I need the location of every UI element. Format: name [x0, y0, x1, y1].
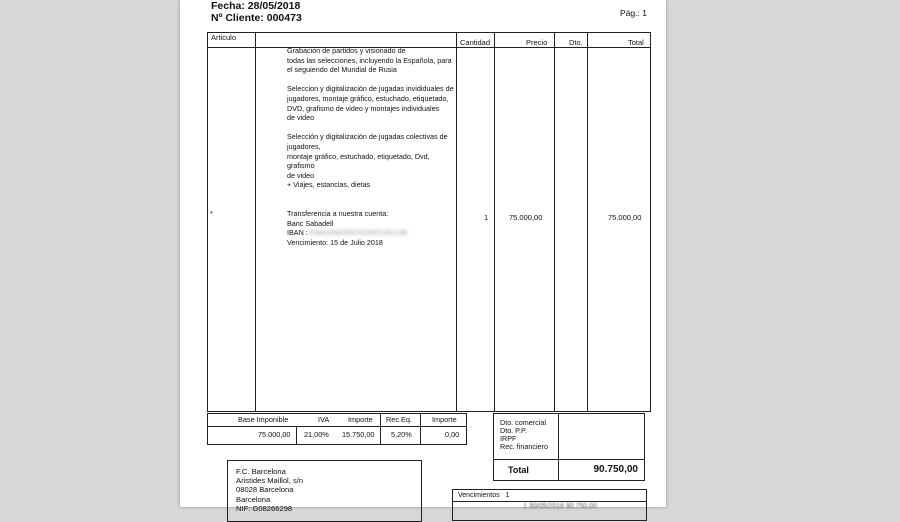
invoice-date: Fecha: 28/05/2018 [211, 0, 301, 12]
vencimientos-count: 1 [505, 492, 510, 499]
client-address [236, 467, 303, 513]
col-header-cantidad: Cantidad [460, 38, 491, 47]
description-line: Transferencia a nuestra cuenta: [287, 209, 389, 219]
tax-header-receq: Rec.Eq. [386, 415, 412, 424]
description-line: Grabación de partidos y visionado de [287, 46, 406, 55]
tax-divider [380, 414, 381, 444]
vencimientos-label: Vencimientos [458, 492, 500, 499]
column-divider [255, 33, 256, 411]
description-line: jugadores, [287, 141, 321, 151]
client-line: 08028 Barcelona [236, 485, 294, 495]
description-line: + Viajes, estancias, dietas [287, 180, 371, 190]
description-line [287, 200, 454, 210]
iban-line [287, 228, 454, 238]
description-line: DVD, grafismo de video y montajes individuales [287, 103, 440, 113]
total-label: Total [508, 465, 529, 475]
cell-precio: 75.000,00 [509, 213, 543, 222]
description-line [287, 190, 454, 200]
discount-labels [500, 419, 548, 451]
description-line: todas las selecciones, incluyendo la Española, para [287, 55, 452, 65]
discounts-box [493, 413, 645, 460]
tax-base-value: 75.000,00 [258, 430, 291, 439]
vencimientos-divider [453, 501, 646, 502]
client-address-box [227, 460, 422, 522]
cell-total: 75.000,00 [608, 213, 642, 222]
article-description [287, 46, 454, 247]
col-header-articulo: Articulo [211, 33, 237, 42]
tax-receq-value: 5,20% [391, 430, 412, 439]
description-line [287, 123, 454, 133]
total-divider [558, 460, 559, 480]
tax-header-importe-2: Importe [432, 415, 457, 424]
tax-summary-table [207, 413, 467, 445]
tax-importe-value: 15.750,00 [342, 430, 375, 439]
col-header-dto: Dto. [569, 38, 583, 47]
description-line: de video [287, 170, 315, 180]
invoice-page [180, 0, 666, 513]
cell-cantidad: 1 [484, 213, 489, 222]
client-line: NIF: G08266298 [236, 503, 293, 513]
description-line: Banc Sabadell [287, 218, 334, 228]
total-box [493, 459, 645, 481]
iban-label: IBAN : [287, 228, 308, 238]
tax-divider [420, 414, 421, 444]
discount-pp: Dto. P.P. [500, 426, 527, 435]
column-divider [456, 33, 457, 411]
col-header-total: Total [628, 38, 644, 47]
description-line [287, 75, 454, 85]
description-line: Vencimiento: 15 de Julio 2018 [287, 237, 383, 247]
tax-iva-value: 21,00% [304, 430, 329, 439]
column-divider [554, 33, 555, 411]
description-line: montaje gráfico, estuchado, etiquetado, Dvd, [287, 151, 430, 161]
vencimientos-row: 1 30/05/2018 90.750,00 [523, 503, 597, 510]
vencimientos-box [452, 489, 647, 521]
tax-divider [296, 426, 297, 444]
description-line: Seleccion y digitalización de jugadas invididuales de [287, 84, 454, 94]
tax-importe-2-value: 0,00 [445, 430, 460, 439]
column-divider [587, 33, 588, 411]
iban-value: ES8100815557010001261236 [309, 228, 408, 238]
tax-header-iva: IVA [318, 415, 330, 424]
client-number: Nº Cliente: 000473 [211, 12, 302, 24]
description-line: de video [287, 113, 315, 123]
client-line: Aristides Maillol, s/n [236, 476, 304, 486]
description-line: Selección y digitalización de jugadas colectivas de [287, 132, 448, 142]
discounts-divider [558, 414, 559, 459]
discount-irpf: IRPF [500, 434, 517, 443]
tax-header-base: Base Imponible [238, 415, 289, 424]
description-line: el seguiendo del Mundial de Rusia [287, 65, 397, 75]
column-divider [494, 33, 495, 411]
discount-comercial: Dto. comercial [500, 418, 546, 427]
total-value: 90.750,00 [593, 464, 638, 475]
client-line: Barcelona [236, 494, 271, 504]
description-line: grafismo [287, 161, 315, 171]
client-line: F.C. Barcelona [236, 467, 286, 476]
tax-header-importe: Importe [348, 415, 373, 424]
article-marker: * [210, 209, 213, 218]
tax-header-divider [208, 426, 466, 427]
description-line: jugadores, montaje gráfico, estuchado, etiquetado, [287, 93, 449, 103]
col-header-precio: Precio [526, 38, 548, 47]
articles-table [207, 32, 651, 412]
discount-rec-financiero: Rec. financiero [500, 442, 548, 451]
vencimientos-header [458, 492, 509, 499]
page-number: Pág.: 1 [620, 8, 647, 18]
